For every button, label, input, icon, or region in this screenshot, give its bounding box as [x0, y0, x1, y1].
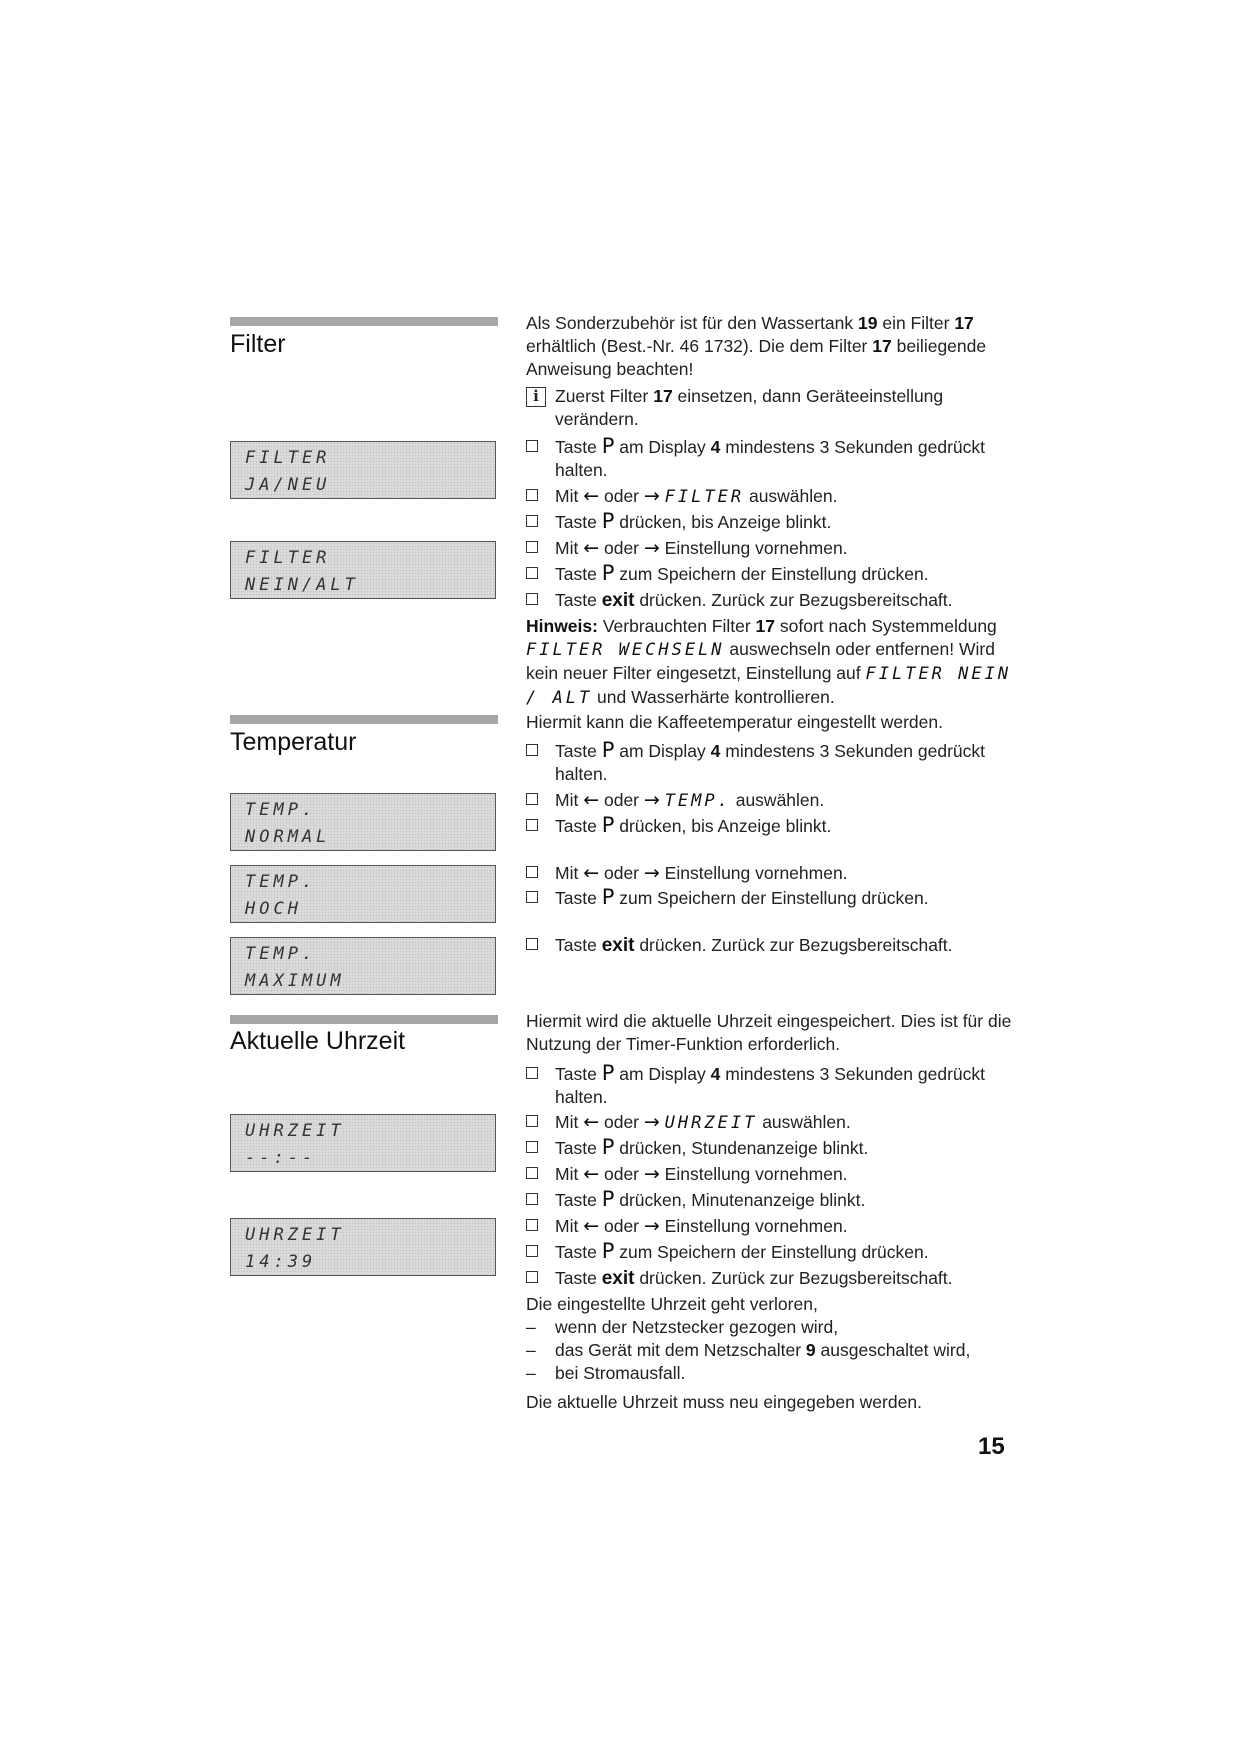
display-line: FILTER — [245, 548, 331, 568]
filter-step: Taste P drücken, bis Anzeige blinkt. — [526, 511, 1016, 534]
temperatur-step: Taste P am Display 4 mindestens 3 Sekunden gedrückt halten. — [526, 740, 1016, 786]
uhrzeit-outro: Die aktuelle Uhrzeit muss neu eingegeben werden. — [526, 1392, 922, 1412]
uhrzeit-step: Taste P drücken, Stundenanzeige blinkt. — [526, 1137, 1016, 1160]
checkbox-icon — [526, 489, 538, 501]
filter-step: Taste P zum Speichern der Einstellung drücken. — [526, 563, 1016, 586]
checkbox-icon — [526, 541, 538, 553]
uhrzeit-lost-item: – wenn der Netzstecker gezogen wird, — [526, 1317, 839, 1337]
display-line: JA/NEU — [245, 475, 331, 495]
heading-uhrzeit: Aktuelle Uhrzeit — [230, 1027, 406, 1055]
display-line: HOCH — [245, 899, 302, 919]
p-key-icon: P — [601, 561, 615, 585]
arrow-left-icon: ← — [583, 1111, 600, 1133]
uhrzeit-lost-intro: Die eingestellte Uhrzeit geht verloren, — [526, 1294, 818, 1314]
display-line: UHRZEIT — [245, 1225, 345, 1245]
arrow-right-icon: → — [643, 485, 660, 507]
page-number: 15 — [978, 1433, 1005, 1460]
checkbox-icon — [526, 515, 538, 527]
arrow-left-icon: ← — [583, 1163, 600, 1185]
display-temp-maximum — [230, 937, 496, 995]
filter-hinweis: Hinweis: Verbrauchten Filter 17 sofort nach Systemmeldung FILTER WECHSELN auswechseln oder entfernen! Wird kein neuer Filter eingesetzt, Einstellung auf FILTER NEIN / ALT und Wasserhärte kontrollieren. — [526, 616, 1012, 708]
arrow-right-icon: → — [643, 1215, 660, 1237]
p-key-icon: P — [601, 1187, 615, 1211]
display-temp-normal — [230, 793, 496, 851]
temperatur-step: Taste P drücken, bis Anzeige blinkt. — [526, 815, 1016, 838]
display-line: --:-- — [245, 1148, 317, 1168]
uhrzeit-step: Taste P am Display 4 mindestens 3 Sekunden gedrückt halten. — [526, 1063, 1016, 1109]
temperatur-step: Mit ← oder → TEMP. auswählen. — [526, 789, 1016, 813]
checkbox-icon — [526, 1219, 538, 1231]
checkbox-icon — [526, 593, 538, 605]
checkbox-icon — [526, 440, 538, 452]
display-line: NEIN/ALT — [245, 575, 359, 595]
checkbox-icon — [526, 1193, 538, 1205]
uhrzeit-step: Taste P drücken, Minutenanzeige blinkt. — [526, 1189, 1016, 1212]
heading-filter: Filter — [230, 330, 286, 358]
arrow-right-icon: → — [643, 1163, 660, 1185]
exit-key-icon: exit — [601, 1268, 635, 1289]
arrow-right-icon: → — [643, 537, 660, 559]
filter-intro: Als Sonderzubehör ist für den Wassertank 19 ein Filter 17 erhältlich (Best.-Nr. 46 1732). Die dem Filter 17 beiliegende Anweisung beachten! — [526, 313, 987, 379]
checkbox-icon — [526, 1167, 538, 1179]
arrow-right-icon: → — [643, 789, 660, 811]
checkbox-icon — [526, 1245, 538, 1257]
temperatur-step: Taste exit drücken. Zurück zur Bezugsbereitschaft. — [526, 934, 1016, 957]
display-filter-ja-neu — [230, 441, 496, 499]
display-line: NORMAL — [245, 827, 331, 847]
uhrzeit-step: Mit ← oder → Einstellung vornehmen. — [526, 1215, 1016, 1238]
temperatur-step: Mit ← oder → Einstellung vornehmen. — [526, 862, 1016, 885]
checkbox-icon — [526, 891, 538, 903]
checkbox-icon — [526, 1067, 538, 1079]
exit-key-icon: exit — [601, 935, 635, 956]
display-line: MAXIMUM — [245, 971, 345, 991]
checkbox-icon — [526, 744, 538, 756]
dash-bullet: – — [526, 1340, 536, 1360]
uhrzeit-lost-item: – bei Stromausfall. — [526, 1363, 686, 1383]
p-key-icon: P — [601, 1239, 615, 1263]
section-rule-temperatur — [230, 715, 498, 724]
checkbox-icon — [526, 793, 538, 805]
checkbox-icon — [526, 866, 538, 878]
uhrzeit-step: Mit ← oder → UHRZEIT auswählen. — [526, 1111, 1016, 1135]
uhrzeit-lost-item: – das Gerät mit dem Netzschalter 9 ausgeschaltet wird, — [526, 1340, 971, 1360]
arrow-left-icon: ← — [583, 862, 600, 884]
section-rule-filter — [230, 317, 498, 326]
uhrzeit-intro: Hiermit wird die aktuelle Uhrzeit eingespeichert. Dies ist für die Nutzung der Timer-Funktion erforderlich. — [526, 1011, 1012, 1054]
checkbox-icon — [526, 938, 538, 950]
p-key-icon: P — [601, 1135, 615, 1159]
filter-step: Mit ← oder → Einstellung vornehmen. — [526, 537, 1016, 560]
display-temp-hoch — [230, 865, 496, 923]
filter-step: Mit ← oder → FILTER auswählen. — [526, 485, 1016, 509]
display-uhrzeit-empty — [230, 1114, 496, 1172]
display-line: 14:39 — [245, 1252, 317, 1272]
heading-temperatur: Temperatur — [230, 728, 357, 756]
checkbox-icon — [526, 819, 538, 831]
uhrzeit-step: Taste P zum Speichern der Einstellung drücken. — [526, 1241, 1016, 1264]
info-icon: i — [526, 387, 546, 407]
uhrzeit-step: Mit ← oder → Einstellung vornehmen. — [526, 1163, 1016, 1186]
display-line: FILTER — [245, 448, 331, 468]
display-line: UHRZEIT — [245, 1121, 345, 1141]
temperatur-step: Taste P zum Speichern der Einstellung drücken. — [526, 887, 1016, 910]
section-rule-uhrzeit — [230, 1015, 498, 1024]
display-line: TEMP. — [245, 944, 317, 964]
display-line: TEMP. — [245, 872, 317, 892]
p-key-icon: P — [601, 509, 615, 533]
arrow-right-icon: → — [643, 1111, 660, 1133]
dash-bullet: – — [526, 1317, 536, 1337]
checkbox-icon — [526, 1141, 538, 1153]
filter-step: Taste exit drücken. Zurück zur Bezugsbereitschaft. — [526, 589, 1016, 612]
arrow-left-icon: ← — [583, 485, 600, 507]
dash-bullet: – — [526, 1363, 536, 1383]
filter-info-note: i Zuerst Filter 17 einsetzen, dann Geräteeinstellung verändern. — [526, 385, 1016, 431]
arrow-left-icon: ← — [583, 537, 600, 559]
p-key-icon: P — [601, 813, 615, 837]
uhrzeit-step: Taste exit drücken. Zurück zur Bezugsbereitschaft. — [526, 1267, 1016, 1290]
p-key-icon: P — [601, 1061, 615, 1085]
display-line: TEMP. — [245, 800, 317, 820]
filter-step: Taste P am Display 4 mindestens 3 Sekunden gedrückt halten. — [526, 436, 1016, 482]
checkbox-icon — [526, 1271, 538, 1283]
checkbox-icon — [526, 1115, 538, 1127]
p-key-icon: P — [601, 434, 615, 458]
display-filter-nein-alt — [230, 541, 496, 599]
arrow-left-icon: ← — [583, 789, 600, 811]
display-uhrzeit-set — [230, 1218, 496, 1276]
arrow-left-icon: ← — [583, 1215, 600, 1237]
p-key-icon: P — [601, 738, 615, 762]
temperatur-intro: Hiermit kann die Kaffeetemperatur eingestellt werden. — [526, 712, 943, 732]
p-key-icon: P — [601, 885, 615, 909]
arrow-right-icon: → — [643, 862, 660, 884]
exit-key-icon: exit — [601, 590, 635, 611]
checkbox-icon — [526, 567, 538, 579]
